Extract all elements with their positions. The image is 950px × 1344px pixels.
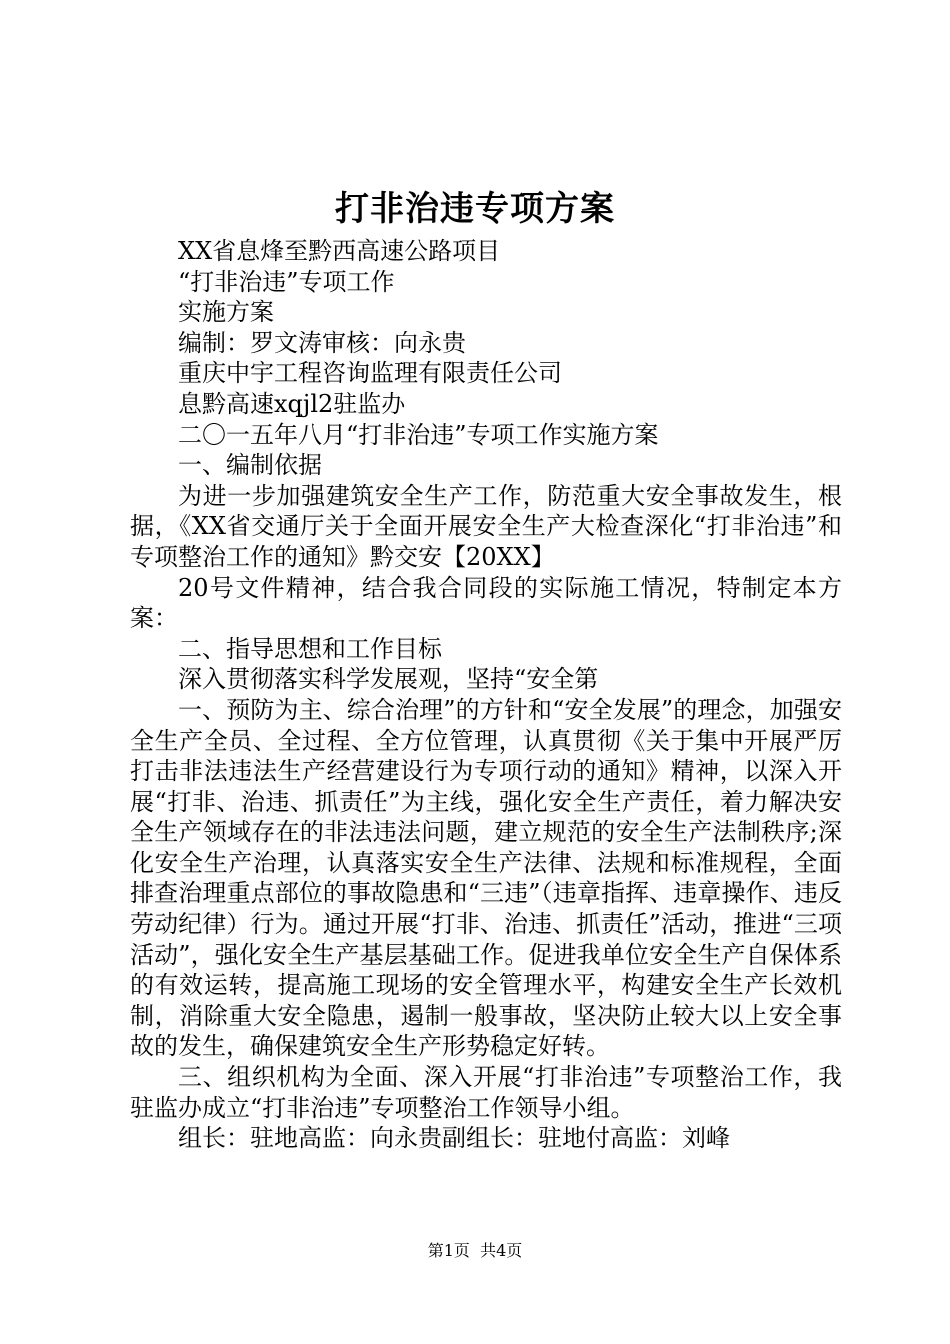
paragraph-office: 息黔高速xqjl2驻监办 bbox=[178, 389, 406, 418]
paragraph-organization: 三、组织机构为全面、深入开展“打非治违”专项整治工作，我驻监办成立“打非治违”专项整治工作领导小组。 bbox=[130, 1063, 842, 1122]
paragraph-authors: 编制：罗文涛审核：向永贵 bbox=[178, 328, 466, 357]
page-footer: 第1页 共4页 bbox=[427, 1241, 523, 1260]
paragraph-basis: 为进一步加强建筑安全生产工作，防范重大安全事故发生，根据，《XX省交通厅关于全面开展安全生产大检查深化“打非治违”和专项整治工作的通知》黔交安【20XX】 bbox=[130, 481, 842, 571]
paragraph-project-name: XX省息烽至黔西高速公路项目 bbox=[178, 237, 501, 265]
section-heading-guidance: 二、指导思想和工作目标 bbox=[178, 634, 442, 663]
document-title: 打非治违专项方案 bbox=[335, 189, 615, 229]
paragraph-basis-cont: 20号文件精神，结合我合同段的实际施工情况，特制定本方案： bbox=[130, 573, 842, 633]
document-body bbox=[130, 236, 842, 1154]
paragraph-guidance: 一、预防为主、综合治理”的方针和“安全发展”的理念，加强安全生产全员、全过程、全方位管理，认真贯彻《关于集中开展严厉打击非法违法生产经营建设行为专项行动的通知》精神，以深入开展“打非、治违、抓责任”为主线，强化安全生产责任，着力解决安全生产领域存在的非法违法问题，建立规范的安全生产法制秩序;深化安全生产治理，认真落实安全生产法律、法规和标准规程，全面排查治理重点部位的事故隐患和“三违”（违章指挥、违章操作、违反劳动纪律）行为。通过开展“打非、治违、抓责任”活动，推进“三项活动”，强化安全生产基层基础工作。促进我单位安全生产自保体系的有效运转，提高施工现场的安全管理水平，构建安全生产长效机制，消除重大安全隐患，遏制一般事故，坚决防止较大以上安全事故的发生，确保建筑安全生产形势稳定好转。 bbox=[130, 695, 842, 1061]
paragraph-guidance-intro: 深入贯彻落实科学发展观，坚持“安全第 bbox=[178, 665, 599, 694]
section-heading-basis: 一、编制依据 bbox=[178, 451, 322, 480]
paragraph-plan-label: 实施方案 bbox=[178, 298, 274, 327]
paragraph-leaders: 组长：驻地高监：向永贵副组长：驻地付高监：刘峰 bbox=[178, 1124, 730, 1153]
paragraph-company: 重庆中宇工程咨询监理有限责任公司 bbox=[178, 359, 562, 388]
paragraph-date-title: 二〇一五年八月“打非治违”专项工作实施方案 bbox=[178, 420, 659, 449]
paragraph-work-name: “打非治违”专项工作 bbox=[178, 267, 395, 296]
